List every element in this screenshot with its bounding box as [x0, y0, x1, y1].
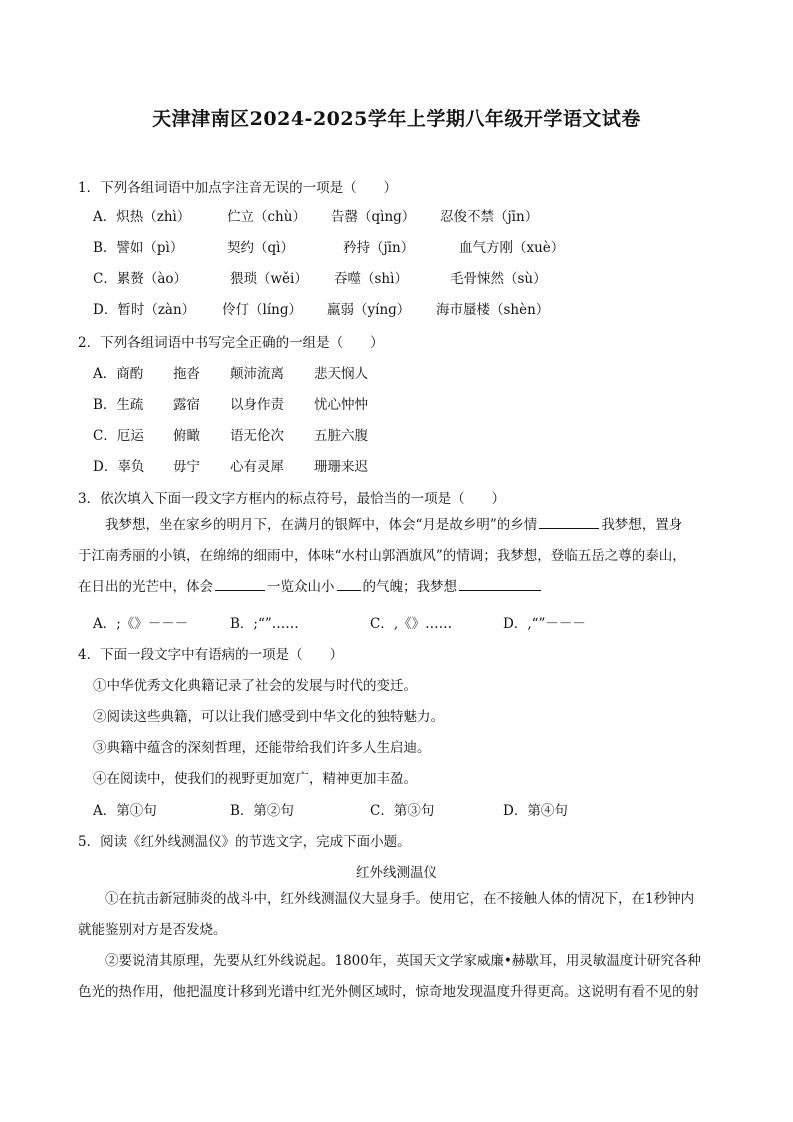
passage-body: [78, 884, 718, 1008]
q4-option-c: C．第③句: [370, 803, 435, 819]
passage-title: 红外线测温仪: [356, 865, 437, 881]
q2-a-1: A．商酌: [93, 366, 144, 382]
q2-c-3: 语无伦次: [230, 428, 284, 444]
q3-blank-2: [215, 576, 265, 591]
q1-a-2: 伫立（chù）: [227, 209, 306, 225]
q1-b-2: 契约（qì）: [227, 240, 294, 256]
q2-a-3: 颠沛流离: [230, 366, 284, 382]
q1-a-4: 忍俊不禁（jīn）: [440, 209, 539, 225]
q2-a-4: 悲天悯人: [314, 366, 368, 382]
q4-option-b: B．第②句: [230, 803, 294, 819]
q1-a-1: A．炽热（zhì）: [93, 209, 191, 225]
q4-option-a: A．第①句: [93, 803, 157, 819]
q3-line1b: 我梦想，置身: [601, 517, 683, 533]
q3-blank-1: [539, 514, 599, 529]
q3-option-d: D．,“”－－－: [503, 616, 586, 632]
q3-blank-3: [337, 576, 361, 591]
passage-para-2-line-1: ②要说清其原理，先要从红外线说起。1800年，英国天文学家威廉•赫歇耳，用灵敏温度计研究各种: [105, 953, 701, 969]
q2-c-4: 五脏六腹: [314, 428, 368, 444]
passage-para-2-line-2: 色光的热作用，他把温度计移到光谱中红光外侧区域时，惊奇地发现温度升得更高。这说明有看不见的射: [78, 984, 699, 1000]
q1-b-3: 矜持（jīn）: [343, 240, 415, 256]
q1-b-4: 血气方刚（xuè）: [459, 240, 565, 256]
q2-c-1: C．厄运: [93, 428, 144, 444]
q1-c-1: C．累赘（ào）: [93, 271, 188, 287]
q2-d-4: 珊珊来迟: [314, 459, 368, 475]
q3-blank-4: [459, 576, 541, 591]
q2-b-2: 露宿: [173, 397, 200, 413]
page-title: 天津津南区2024-2025学年上学期八年级开学语文试卷: [152, 108, 641, 130]
q3-line1a: 我梦想，坐在家乡的明月下，在满月的银辉中，体会“月是故乡明”的乡情: [105, 517, 538, 533]
q3-line2: 于江南秀丽的小镇，在绵绵的细雨中，体味“水村山郭酒旗风”的情调；我梦想，登临五岳之尊的泰山，: [78, 548, 686, 564]
q1-d-3: 羸弱（yínɡ）: [327, 302, 411, 318]
q3-option-c: C．,《》……: [370, 616, 453, 632]
q2-b-3: 以身作责: [230, 397, 284, 413]
q1-c-2: 猥琐（wěi）: [230, 271, 308, 287]
q2-d-3: 心有灵犀: [230, 459, 284, 475]
q2-c-2: 俯瞰: [173, 428, 200, 444]
q1-c-3: 吞噬（shì）: [334, 271, 408, 287]
q1-a-3: 告罄（qìnɡ）: [331, 209, 416, 225]
q3-line3b: 一览众山小: [267, 579, 335, 595]
question-3-stem: 3．依次填入下面一段文字方框内的标点符号，最恰当的一项是（ ）: [78, 491, 506, 507]
q3-line3a: 在日出的光芒中，体会: [78, 579, 213, 595]
q4-sentence-4: ④在阅读中，使我们的视野更加宽广，精神更加丰盈。: [93, 771, 417, 787]
q1-c-4: 毛骨悚然（sù）: [450, 271, 547, 287]
q2-b-4: 忧心忡忡: [314, 397, 368, 413]
passage-para-1-line-2: 就能鉴别对方是否发烧。: [78, 922, 227, 938]
q1-d-2: 伶仃（línɡ）: [222, 302, 302, 318]
q4-option-d: D．第④句: [503, 803, 568, 819]
q2-d-1: D．辜负: [93, 459, 145, 475]
q1-d-4: 海市蜃楼（shèn）: [436, 302, 550, 318]
q3-line3c: 的气魄；我梦想: [362, 579, 457, 595]
passage-para-1-line-1: ①在抗击新冠肺炎的战斗中，红外线测温仪大显身手。使用它，在不接触人体的情况下，在1秒钟内: [105, 891, 695, 907]
q2-a-2: 拖沓: [173, 366, 200, 382]
question-3-passage: [78, 510, 718, 603]
q1-b-1: B．譬如（pì）: [93, 240, 184, 256]
q1-d-1: D．暂时（zàn）: [93, 302, 196, 318]
q3-option-b: B．;“”……: [230, 616, 299, 632]
question-2-stem: 2．下列各组词语中书写完全正确的一组是（ ）: [78, 335, 384, 351]
q4-sentence-1: ①中华优秀文化典籍记录了社会的发展与时代的变迁。: [93, 678, 417, 694]
question-1-stem: 1．下列各组词语中加点字注音无误的一项是（ ）: [78, 180, 398, 196]
q4-sentence-3: ③典籍中蕴含的深刻哲理，还能带给我们许多人生启迪。: [93, 740, 431, 756]
q2-b-1: B．生疏: [93, 397, 144, 413]
question-4-stem: 4．下面一段文字中有语病的一项是（ ）: [78, 647, 344, 663]
q2-d-2: 毋宁: [173, 459, 200, 475]
q3-option-a: A．;《》－－－: [93, 616, 189, 632]
question-5-stem: 5．阅读《红外线测温仪》的节选文字，完成下面小题。: [78, 834, 411, 850]
q4-sentence-2: ②阅读这些典籍，可以让我们感受到中华文化的独特魅力。: [93, 709, 444, 725]
